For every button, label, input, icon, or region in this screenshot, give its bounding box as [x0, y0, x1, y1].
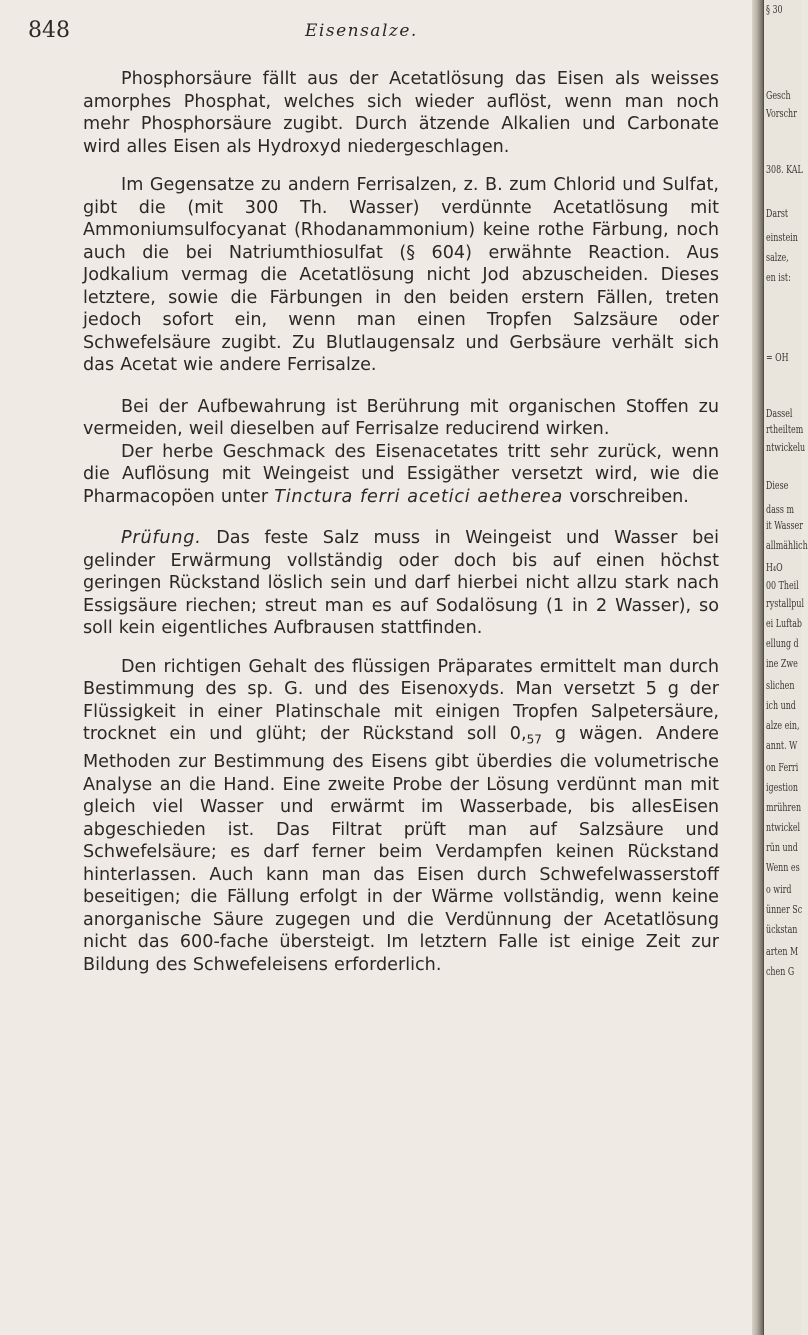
next-page-fragment: o wird	[766, 883, 792, 896]
paragraph-gehalt	[83, 656, 719, 977]
tincture-text-before: Der herbe Geschmack des Eisenacetates tritt sehr zurück, wenn die Auflösung mit Weingeist und Essigäther versetzt wird, wie die Pharmacopöen unter	[83, 441, 719, 507]
paragraph-pruefung	[83, 527, 719, 640]
next-page-fragment: § 30	[766, 3, 783, 16]
next-page-fragment: dass m	[766, 503, 794, 516]
next-page-fragment: Darst	[766, 207, 789, 220]
next-page-fragment: ntwickelu	[766, 441, 806, 454]
next-page-fragment: rün und	[766, 841, 798, 854]
next-page-fragment: alze ein,	[766, 719, 800, 732]
next-page-fragment: ei Luftab	[766, 617, 803, 630]
gehalt-decimal-subscript: 57	[526, 732, 542, 747]
page-header	[28, 18, 728, 50]
next-page-fragment: en ist:	[766, 271, 791, 284]
paragraph-tincture	[83, 441, 719, 509]
next-page-fragment: ückstan	[766, 923, 798, 936]
next-page-fragment: chen G	[766, 965, 795, 978]
next-page-fragment: Dassel	[766, 407, 793, 420]
next-page-fragment: 00 Theil	[766, 579, 799, 592]
next-page-fragment: annt. W	[766, 739, 798, 752]
next-page-fragment: ntwickel	[766, 821, 801, 834]
next-page-fragment: H₄O	[766, 561, 783, 574]
next-page-fragment: it Wasser	[766, 519, 804, 532]
next-page-fragment: rystallpul	[766, 597, 805, 610]
next-page-fragment: Diese	[766, 479, 789, 492]
gehalt-text-after: g wägen. Andere Methoden zur Bestimmung des Eisens gibt überdies die volumetrische Analyse an die Hand. Eine zweite Probe der Lösung verdünnt man mit gleich viel Wasser und erwärmt im Wasserbade, bis allesEisen abgeschieden ist. Das Filtrat prüft man auf Salzsäure und Schwefelsäure; es darf ferner beim Verdampfen keinen Rückstand hinterlassen. Auch kann man das Eisen durch Schwefelwasserstoff beseitigen; die Fällung erfolgt in der Wärme vollständig, wenn keine anorganische Säure zugegen und die Verdünnung der Acetatlösung nicht das 600-fache übersteigt. Im letztern Falle ist einige Zeit zur Bildung des Schwefeleisens erforderlich.	[83, 724, 719, 975]
next-page-fragment: ine Zwe	[766, 657, 798, 670]
next-page-fragment: Wenn es	[766, 861, 800, 874]
next-page-fragment: ellung d	[766, 637, 799, 650]
next-page-fragment: ünner Sc	[766, 903, 803, 916]
next-page-fragment: arten M	[766, 945, 799, 958]
paragraph-ferric-salts: Im Gegensatze zu andern Ferrisalzen, z. B. zum Chlorid und Sulfat, gibt die (mit 300 Th. Wasser) verdünnte Acetatlösung mit Ammoniumsulfocyanat (Rhodanammonium) keine rothe Färbung, noch auch die bei Natriumthiosulfat (§ 604) erwähnte Reaction. Aus Jodkalium vermag die Acetatlösung nicht Jod abzuscheiden. Dieses letztere, sowie die Färbungen in den beiden erstern Fällen, treten jedoch sofort ein, wenn man einen Tropfen Salzsäure oder Schwefelsäure zugibt. Zu Blutlaugensalz und Gerbsäure verhält sich das Acetat wie andere Ferrisalze.	[83, 175, 719, 375]
next-page-fragment: Gesch	[766, 89, 791, 102]
pruefung-heading: Prüfung.	[121, 528, 202, 548]
next-page-fragment: slichen	[766, 679, 795, 692]
next-page-fragment: ich und	[766, 699, 796, 712]
next-page-fragment: allmählich	[766, 539, 808, 552]
next-page-fragment: = OH	[766, 351, 789, 364]
next-page-fragment: Vorschr	[766, 107, 797, 120]
next-page-fragment: on Ferri	[766, 761, 799, 774]
next-page-fragment: salze,	[766, 251, 789, 264]
paragraph-storage: Bei der Aufbewahrung ist Berührung mit organischen Stoffen zu vermeiden, weil dieselben auf Ferrisalze reducirend wirken.	[83, 396, 719, 439]
next-page-fragment: einstein	[766, 231, 798, 244]
paragraph-phosphoric-acid: Phosphorsäure fällt aus der Acetatlösung das Eisen als weisses amorphes Phosphat, welches sich wieder auflöst, wenn man noch mehr Phosphorsäure zugibt. Durch ätzende Alkalien und Carbonate wird alles Eisen als Hydroxyd niedergeschlagen.	[83, 69, 719, 157]
running-head: Eisensalze.	[305, 21, 418, 41]
tincture-name: Tinctura ferri acetici aetherea	[274, 486, 564, 507]
next-page-edge	[764, 0, 808, 1335]
body-text	[83, 68, 719, 976]
gehalt-text-before: Den richtigen Gehalt des flüssigen Präparates ermittelt man durch Bestimmung des sp. G. und des Eisenoxyds. Man versetzt 5 g der Flüssigkeit in einer Platinschale mit einigen Tropfen Salpetersäure, trocknet ein und glüht; der Rückstand soll 0,	[83, 656, 719, 744]
book-gutter	[752, 0, 764, 1335]
next-page-fragment: mrühren	[766, 801, 802, 814]
pruefung-text: Das feste Salz muss in Weingeist und Wasser bei gelinder Erwärmung vollständig oder doch bis auf einen höchst geringen Rückstand löslich sein und darf hierbei nicht allzu stark nach Essigsäure riechen; streut man es auf Sodalösung (1 in 2 Wasser), so soll kein eigentliches Aufbrausen stattfinden.	[83, 528, 719, 638]
tincture-text-after: vorschreiben.	[563, 486, 689, 507]
next-page-fragment: 308. KAL	[766, 163, 803, 176]
page-number: 848	[28, 18, 70, 43]
next-page-fragment: rtheiltem	[766, 423, 804, 436]
next-page-fragment: igestion	[766, 781, 798, 794]
